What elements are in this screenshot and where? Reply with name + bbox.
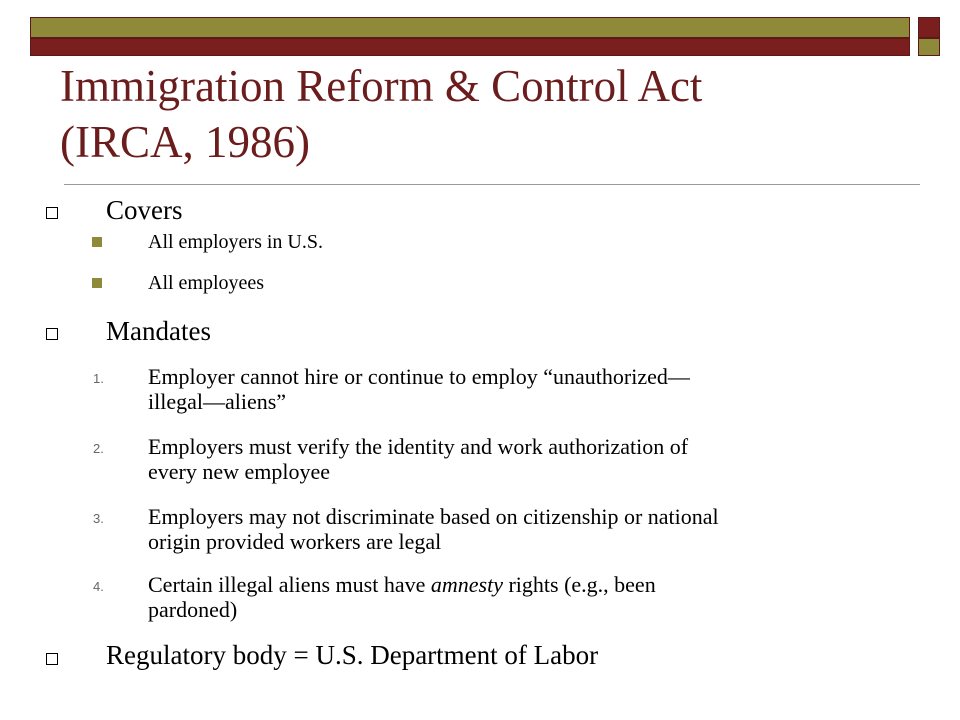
mandate-number-1: 1. xyxy=(93,371,104,386)
mandate-4-line1-pre: Certain illegal aliens must have xyxy=(148,572,431,597)
filled-square-bullet-icon xyxy=(92,278,102,288)
mandate-3-line1: Employers may not discriminate based on citizenship or national xyxy=(148,504,719,529)
mandate-4-emphasis: amnesty xyxy=(430,572,503,597)
mandate-2-line1: Employers must verify the identity and work authorization of xyxy=(148,434,689,459)
slide-title xyxy=(60,58,920,170)
mandate-4-line1 xyxy=(148,572,656,597)
covers-heading: Covers xyxy=(106,195,183,225)
header-bar-maroon xyxy=(30,38,910,56)
mandate-number-2: 2. xyxy=(93,441,104,456)
regulatory-body-text: Regulatory body = U.S. Department of Labor xyxy=(106,640,599,670)
hollow-square-bullet-icon xyxy=(46,207,58,219)
filled-square-bullet-icon xyxy=(92,237,102,247)
covers-item-1: All employers in U.S. xyxy=(148,231,323,253)
mandate-2-line2: every new employee xyxy=(148,459,331,484)
mandate-3-line2: origin provided workers are legal xyxy=(148,529,442,554)
mandate-4-line1-post: rights (e.g., been xyxy=(502,572,656,597)
title-divider xyxy=(64,184,920,185)
mandate-number-3: 3. xyxy=(93,511,104,526)
slide-title-line1: Immigration Reform & Control Act xyxy=(60,61,703,111)
hollow-square-bullet-icon xyxy=(46,653,58,665)
mandate-number-4: 4. xyxy=(93,579,104,594)
mandate-1-line1: Employer cannot hire or continue to employ “unauthorized— xyxy=(148,364,690,389)
header-square-olive xyxy=(918,38,940,56)
header-square-maroon xyxy=(918,17,940,38)
slide-title-line2: (IRCA, 1986) xyxy=(60,117,310,167)
covers-item-2: All employees xyxy=(148,272,265,294)
header-bar-olive xyxy=(30,17,910,38)
mandate-1-line2: illegal—aliens” xyxy=(148,389,287,414)
hollow-square-bullet-icon xyxy=(46,328,58,340)
mandates-heading: Mandates xyxy=(106,316,211,346)
mandate-4-line2: pardoned) xyxy=(148,597,238,622)
